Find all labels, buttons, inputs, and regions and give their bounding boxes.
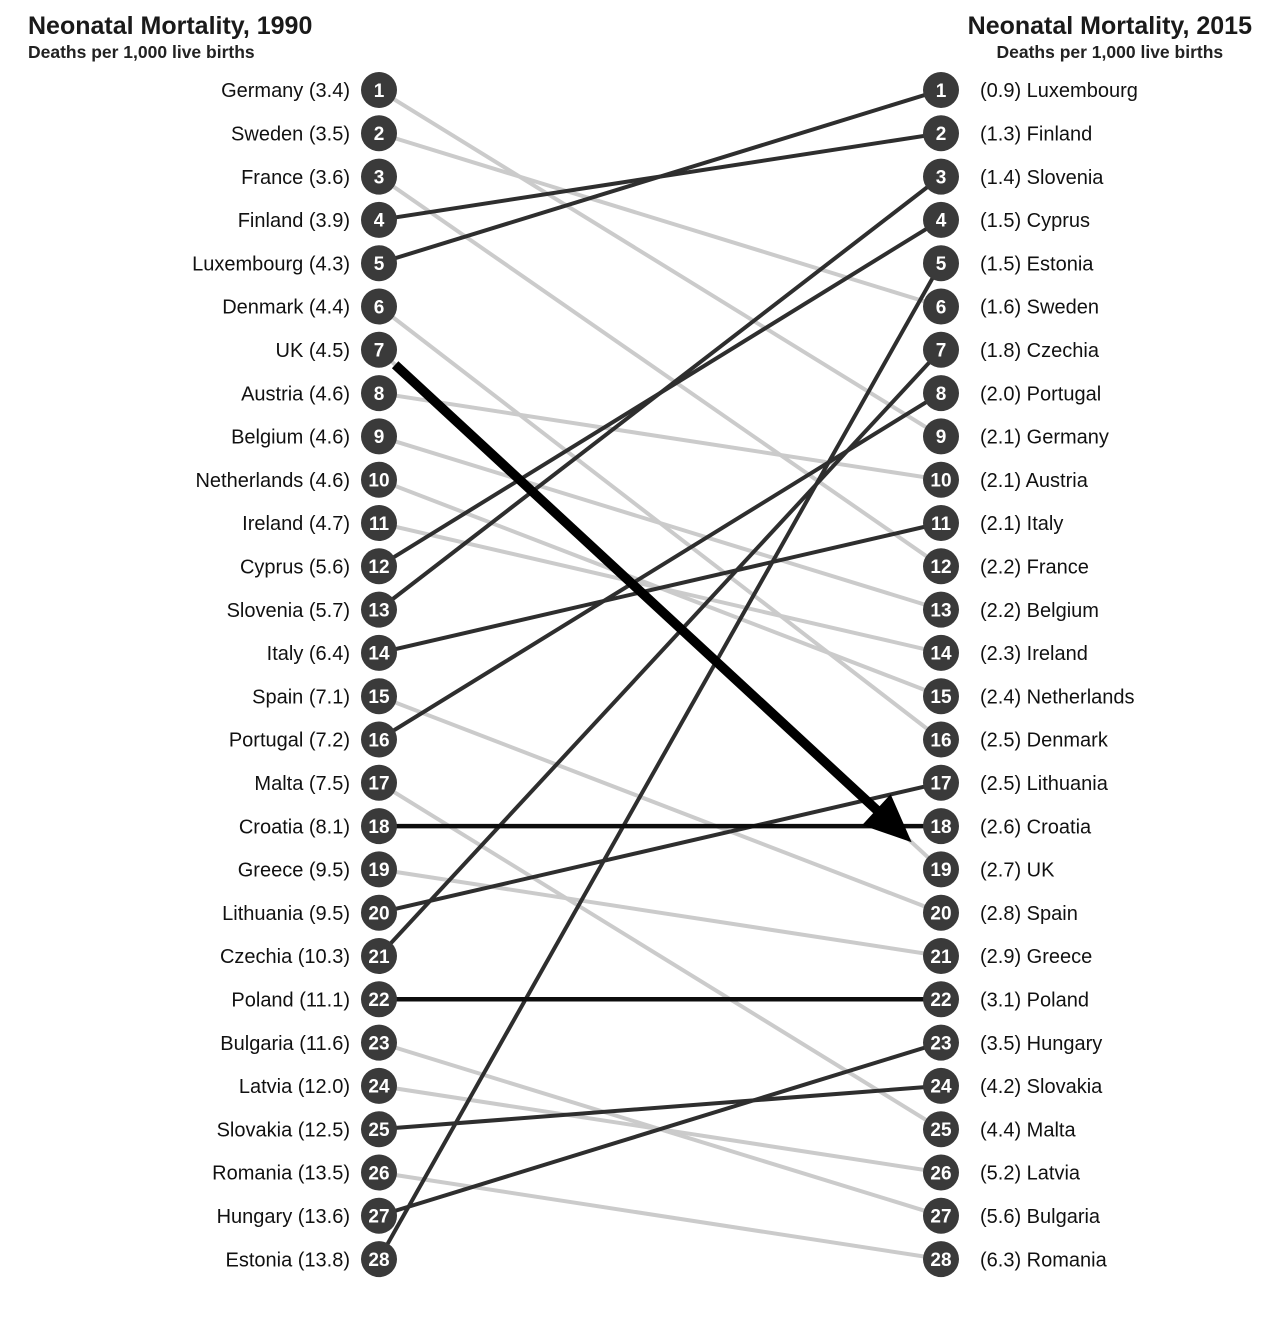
node-2015-rank-label-21: 21 xyxy=(930,946,952,968)
slope-line-belgium xyxy=(379,436,941,609)
node-1990-rank-label-22: 22 xyxy=(368,990,390,1012)
slope-line-lithuania xyxy=(379,783,941,913)
label-1990-finland: Finland (3.9) xyxy=(237,210,350,233)
label-1990-denmark: Denmark (4.4) xyxy=(222,296,350,319)
label-2015-austria: (2.1) Austria xyxy=(980,469,1088,492)
node-2015-rank-label-17: 17 xyxy=(930,773,952,795)
label-1990-belgium: Belgium (4.6) xyxy=(231,426,350,449)
label-2015-romania: (6.3) Romania xyxy=(980,1249,1107,1272)
label-1990-sweden: Sweden (3.5) xyxy=(231,123,350,146)
slope-line-luxembourg xyxy=(379,90,941,263)
node-1990-rank-label-20: 20 xyxy=(368,903,390,925)
node-1990-rank-label-2: 2 xyxy=(373,124,385,146)
node-1990-rank-label-10: 10 xyxy=(368,470,390,492)
label-1990-greece: Greece (9.5) xyxy=(237,859,350,882)
node-1990-rank-label-27: 27 xyxy=(368,1206,390,1228)
label-1990-cyprus: Cyprus (5.6) xyxy=(239,556,350,579)
left-title: Neonatal Mortality, 1990 xyxy=(28,12,313,40)
label-1990-germany: Germany (3.4) xyxy=(221,80,350,103)
node-1990-rank-label-19: 19 xyxy=(368,860,390,882)
slope-line-malta xyxy=(379,783,941,1129)
node-2015-rank-label-25: 25 xyxy=(930,1120,952,1142)
node-2015-rank-label-12: 12 xyxy=(930,557,952,579)
slope-line-romania xyxy=(379,1173,941,1260)
slope-line-portugal xyxy=(379,393,941,739)
label-1990-italy: Italy (6.4) xyxy=(266,643,350,666)
node-2015-rank-label-8: 8 xyxy=(935,383,947,405)
label-1990-spain: Spain (7.1) xyxy=(252,686,350,709)
label-2015-greece: (2.9) Greece xyxy=(980,946,1093,969)
node-1990-rank-label-25: 25 xyxy=(368,1120,390,1142)
node-1990-rank-label-21: 21 xyxy=(368,946,390,968)
node-1990-rank-label-12: 12 xyxy=(368,557,390,579)
label-2015-finland: (1.3) Finland xyxy=(980,123,1093,146)
node-1990-rank-label-4: 4 xyxy=(373,210,385,232)
left-subtitle: Deaths per 1,000 live births xyxy=(28,41,255,62)
node-1990-rank-label-7: 7 xyxy=(373,340,385,362)
node-1990-rank-label-8: 8 xyxy=(373,383,385,405)
label-1990-netherlands: Netherlands (4.6) xyxy=(195,469,350,492)
label-2015-italy: (2.1) Italy xyxy=(980,513,1064,536)
label-1990-slovakia: Slovakia (12.5) xyxy=(216,1119,350,1142)
node-1990-rank-label-9: 9 xyxy=(373,427,385,449)
node-2015-rank-label-2: 2 xyxy=(935,124,947,146)
label-2015-sweden: (1.6) Sweden xyxy=(980,296,1099,319)
label-2015-lithuania: (2.5) Lithuania xyxy=(980,773,1108,795)
slope-line-czechia xyxy=(379,350,941,956)
node-2015-rank-label-24: 24 xyxy=(930,1076,952,1098)
label-2015-poland: (3.1) Poland xyxy=(980,989,1089,1012)
slope-line-spain xyxy=(379,696,941,913)
country-labels xyxy=(192,80,1138,1271)
label-1990-malta: Malta (7.5) xyxy=(254,773,350,795)
node-2015-rank-label-9: 9 xyxy=(935,427,947,449)
label-2015-belgium: (2.2) Belgium xyxy=(980,599,1099,622)
node-2015-rank-label-14: 14 xyxy=(930,643,952,665)
node-2015-rank-label-18: 18 xyxy=(930,816,952,838)
node-2015-rank-label-15: 15 xyxy=(930,687,952,709)
node-2015-rank-label-13: 13 xyxy=(930,600,952,622)
label-2015-uk: (2.7) UK xyxy=(980,859,1055,882)
left-header xyxy=(28,12,312,64)
label-2015-portugal: (2.0) Portugal xyxy=(980,383,1102,406)
node-1990-rank-label-6: 6 xyxy=(373,297,385,319)
node-1990-rank-label-17: 17 xyxy=(368,773,390,795)
label-2015-cyprus: (1.5) Cyprus xyxy=(980,210,1091,233)
slope-line-slovenia xyxy=(379,177,941,610)
node-1990-rank-label-5: 5 xyxy=(373,254,385,276)
label-2015-denmark: (2.5) Denmark xyxy=(980,729,1108,752)
slope-line-austria xyxy=(379,393,941,480)
label-2015-hungary: (3.5) Hungary xyxy=(980,1032,1103,1055)
label-1990-slovenia: Slovenia (5.7) xyxy=(226,599,350,622)
label-2015-bulgaria: (5.6) Bulgaria xyxy=(980,1206,1101,1228)
label-2015-croatia: (2.6) Croatia xyxy=(980,816,1092,839)
label-2015-luxembourg: (0.9) Luxembourg xyxy=(980,80,1138,103)
node-1990-rank-label-15: 15 xyxy=(368,687,390,709)
node-2015-rank-label-3: 3 xyxy=(935,167,947,189)
label-2015-malta: (4.4) Malta xyxy=(980,1119,1076,1142)
node-1990-rank-label-3: 3 xyxy=(373,167,385,189)
node-1990-rank-label-23: 23 xyxy=(368,1033,390,1055)
label-1990-luxembourg: Luxembourg (4.3) xyxy=(192,253,350,276)
node-2015-rank-label-19: 19 xyxy=(930,860,952,882)
lines-rank-down xyxy=(379,90,941,1259)
label-1990-portugal: Portugal (7.2) xyxy=(228,729,350,752)
node-2015-rank-label-22: 22 xyxy=(930,990,952,1012)
node-2015-rank-label-1: 1 xyxy=(935,80,947,102)
label-1990-austria: Austria (4.6) xyxy=(241,383,350,406)
right-subtitle: Deaths per 1,000 live births xyxy=(996,41,1224,62)
slope-line-germany xyxy=(379,90,941,436)
node-2015-rank-label-7: 7 xyxy=(935,340,947,362)
node-2015-rank-label-26: 26 xyxy=(930,1163,952,1185)
label-2015-slovenia: (1.4) Slovenia xyxy=(980,166,1104,189)
label-2015-slovakia: (4.2) Slovakia xyxy=(980,1076,1103,1099)
node-2015-rank-label-16: 16 xyxy=(930,730,952,752)
label-1990-bulgaria: Bulgaria (11.6) xyxy=(220,1032,350,1055)
label-1990-latvia: Latvia (12.0) xyxy=(238,1076,350,1099)
label-2015-germany: (2.1) Germany xyxy=(980,426,1109,449)
right-header xyxy=(968,12,1252,64)
label-2015-czechia: (1.8) Czechia xyxy=(980,340,1099,362)
label-2015-estonia: (1.5) Estonia xyxy=(980,253,1094,276)
node-1990-rank-label-28: 28 xyxy=(368,1249,390,1271)
label-2015-spain: (2.8) Spain xyxy=(980,902,1078,925)
label-2015-latvia: (5.2) Latvia xyxy=(980,1162,1081,1185)
node-2015-rank-label-6: 6 xyxy=(935,297,947,319)
node-1990-rank-label-14: 14 xyxy=(368,643,390,665)
node-1990-rank-label-13: 13 xyxy=(368,600,390,622)
node-2015-rank-label-4: 4 xyxy=(935,210,947,232)
label-2015-france: (2.2) France xyxy=(980,556,1089,579)
slope-line-greece xyxy=(379,869,941,956)
node-1990-rank-label-26: 26 xyxy=(368,1163,390,1185)
node-2015-rank-label-20: 20 xyxy=(930,903,952,925)
label-1990-ireland: Ireland (4.7) xyxy=(242,513,350,536)
node-2015-rank-label-27: 27 xyxy=(930,1206,952,1228)
node-1990-rank-label-18: 18 xyxy=(368,816,390,838)
label-2015-ireland: (2.3) Ireland xyxy=(980,643,1088,666)
node-2015-rank-label-5: 5 xyxy=(935,254,947,276)
label-1990-uk: UK (4.5) xyxy=(275,340,350,362)
label-1990-romania: Romania (13.5) xyxy=(212,1162,350,1185)
node-1990-rank-label-11: 11 xyxy=(368,513,390,535)
node-2015-rank-label-10: 10 xyxy=(930,470,952,492)
label-1990-hungary: Hungary (13.6) xyxy=(216,1206,350,1228)
node-1990-rank-label-24: 24 xyxy=(368,1076,390,1098)
label-1990-lithuania: Lithuania (9.5) xyxy=(222,902,350,925)
label-1990-estonia: Estonia (13.8) xyxy=(225,1249,350,1272)
right-title: Neonatal Mortality, 2015 xyxy=(967,12,1252,40)
label-1990-france: France (3.6) xyxy=(241,166,350,189)
node-2015-rank-label-23: 23 xyxy=(930,1033,952,1055)
label-2015-netherlands: (2.4) Netherlands xyxy=(980,686,1135,709)
label-1990-croatia: Croatia (8.1) xyxy=(238,816,350,839)
node-1990-rank-label-16: 16 xyxy=(368,730,390,752)
label-1990-czechia: Czechia (10.3) xyxy=(219,946,350,969)
node-2015-rank-label-28: 28 xyxy=(930,1249,952,1271)
slope-line-sweden xyxy=(379,133,941,306)
label-1990-poland: Poland (11.1) xyxy=(231,989,350,1012)
node-2015-rank-label-11: 11 xyxy=(930,513,952,535)
slope-line-estonia xyxy=(379,263,941,1259)
node-1990-rank-label-1: 1 xyxy=(373,80,385,102)
